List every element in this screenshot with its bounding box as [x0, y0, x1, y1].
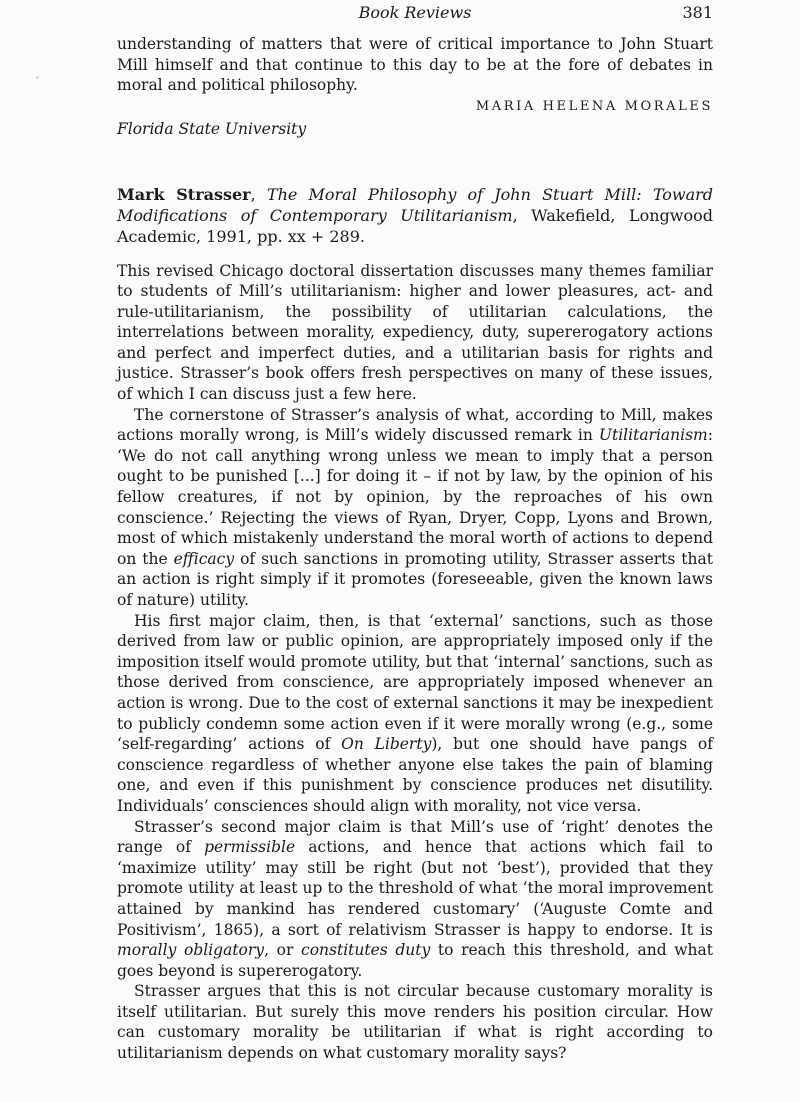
closing-review-paragraph: understanding of matters that were of critical importance to John Stuart Mill himself and that continue to this day to be at the fore of debates in moral and political philosophy. [117, 35, 713, 94]
scan-speck [36, 76, 39, 79]
running-head [117, 3, 713, 25]
review-paragraph: Strasser’s second major claim is that Mill’s use of ‘right’ denotes the range of permissible actions, and hence that actions which fail to ‘maximize utility’ may still be right (but not ‘best’), provided that they promote utility at least up to the threshold of what ‘the moral improvement attained by mankind has rendered customary’ (‘Auguste Comte and Positivism’, 1865), a sort of relativism Strasser is happy to endorse. It is morally obligatory, or constitutes duty to reach this threshold, and what goes beyond is supererogatory. [117, 817, 713, 980]
running-head-title: Book Reviews [358, 3, 472, 22]
review-paragraph: The cornerstone of Strasser’s analysis of what, according to Mill, makes actions morally wrong, is Mill’s widely discussed remark in Utilitarianism: ‘We do not call anything wrong unless we mean to imply that a person ought to be punished [...] for doing it – if not by law, by the opinion of his fellow creatures, if not by opinion, by the reproaches of his own conscience.’ Rejecting the views of Ryan, Dryer, Copp, Lyons and Brown, most of which mistakenly understand the moral worth of actions to depend on the efficacy of such sanctions in promoting utility, Strasser asserts that an action is right simply if it promotes (foreseeable, given the known laws of nature) utility. [117, 405, 713, 609]
page-number: 381 [682, 3, 713, 22]
reviewer-affiliation: Florida State University [117, 119, 307, 138]
review-paragraph: This revised Chicago doctoral dissertation discusses many themes familiar to students of Mill’s utilitarianism: higher and lower pleasures, act- and rule-utilitarianism, the possibility of utilitarian calculations, the interrelations between morality, expediency, duty, supererogatory actions and perfect and imperfect duties, and a utilitarian basis for rights and justice. Strasser’s book offers fresh perspectives on many of these issues, of which I can discuss just a few here. [117, 261, 713, 404]
review-paragraph: Strasser argues that this is not circular because customary morality is itself utilitarian. But surely this move renders his position circular. How can customary morality be utilitarian if what is right according to utilitarianism depends on what customary morality says? [117, 982, 713, 1063]
review-paragraph: His first major claim, then, is that ‘external’ sanctions, such as those derived from law or public opinion, are appropriately imposed only if the imposition itself would promote utility, but that ‘internal’ sanctions, such as those derived from conscience, are appropriately imposed whenever an action is wrong. Due to the cost of external sanctions it may be inexpedient to publicly condemn some action even if it were morally wrong (e.g., some ‘self-regarding’ actions of On Liberty), but one should have pangs of conscience regardless of whether anyone else takes the pain of blaming one, and even if this punishment by conscience produces net disutility. Individuals’ consciences should align with morality, not vice versa. [117, 611, 713, 815]
reviewer-name: MARIA HELENA MORALES [475, 98, 713, 114]
book-citation: Mark Strasser, The Moral Philosophy of John Stuart Mill: Toward Modifications of Contemporary Utilitarianism, Wakefield, Longwood Academic, 1991, pp. xx + 289. [117, 184, 714, 246]
page-text-block [117, 0, 713, 1064]
